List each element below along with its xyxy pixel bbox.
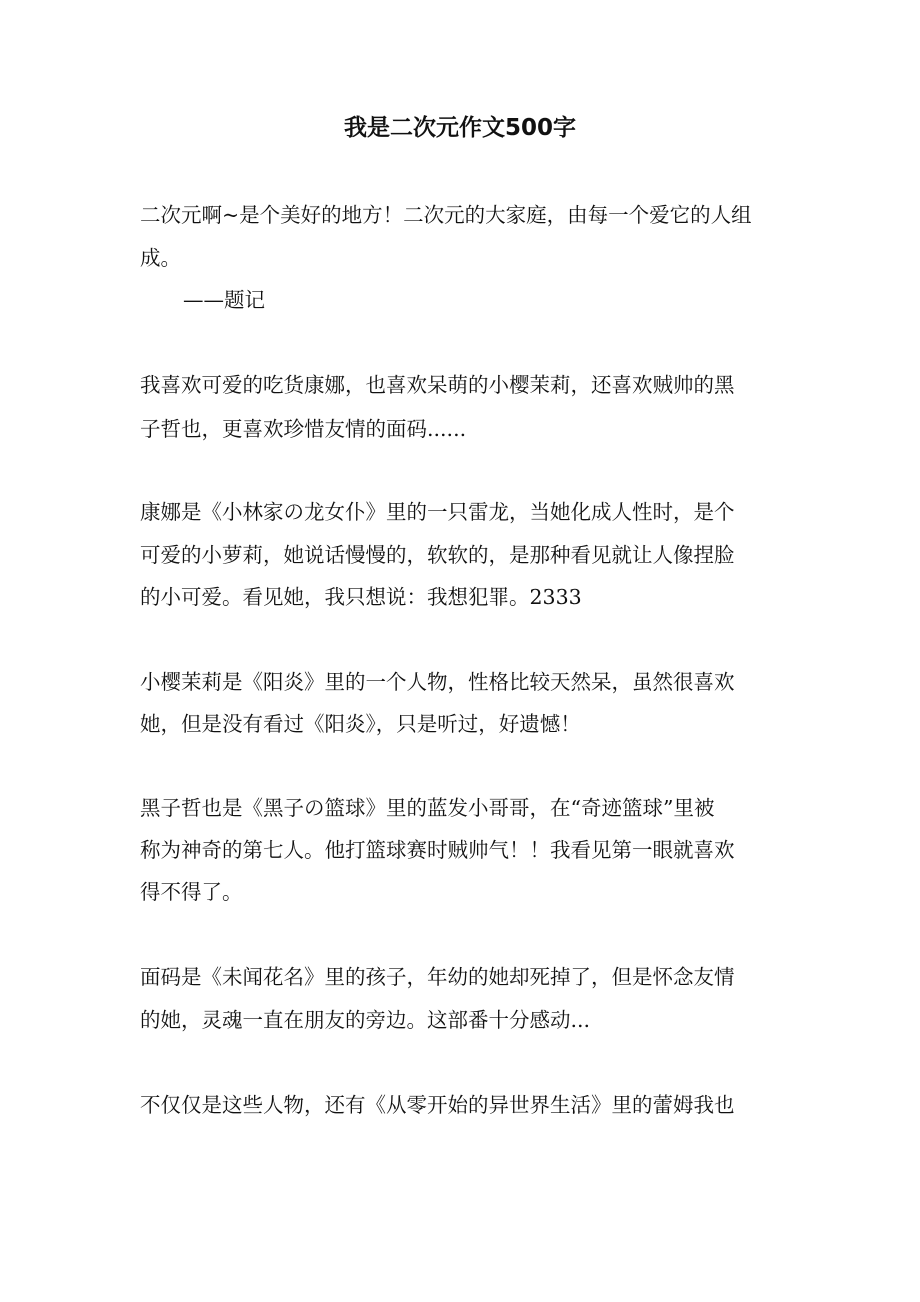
text-line: 得不得了。 xyxy=(140,880,243,904)
text-line: 我喜欢可爱的吃货康娜，也喜欢呆萌的小樱茉莉，还喜欢贼帅的黑 xyxy=(140,373,735,397)
text-line: 子哲也，更喜欢珍惜友情的面码...... xyxy=(140,417,467,441)
text-line: 成。 xyxy=(140,246,181,270)
text-line: 的小可爱。看见她，我只想说：我想犯罪。2333 xyxy=(140,585,582,609)
text-line: 可爱的小萝莉，她说话慢慢的，软软的，是那种看见就让人像捏脸 xyxy=(140,543,735,567)
document-title: 我是二次元作文500字 xyxy=(343,115,576,141)
text-line: 黑子哲也是《黑子の篮球》里的蓝发小哥哥，在“奇迹篮球”里被 xyxy=(140,796,715,820)
text-line: 不仅仅是这些人物，还有《从零开始的异世界生活》里的蕾姆我也 xyxy=(140,1093,735,1117)
text-line: 康娜是《小林家の龙女仆》里的一只雷龙，当她化成人性时，是个 xyxy=(140,500,735,524)
text-line: 的她，灵魂一直在朋友的旁边。这部番十分感动... xyxy=(140,1008,591,1032)
epigraph-signature: ——题记 xyxy=(183,288,265,312)
text-line: 面码是《未闻花名》里的孩子，年幼的她却死掉了，但是怀念友情 xyxy=(140,965,735,989)
text-line: 她，但是没有看过《阳炎》，只是听过，好遗憾！ xyxy=(140,712,581,736)
text-line: 称为神奇的第七人。他打篮球赛时贼帅气！！我看见第一眼就喜欢 xyxy=(140,838,735,862)
text-line: 二次元啊~是个美好的地方！二次元的大家庭，由每一个爱它的人组 xyxy=(140,203,752,227)
text-line: 小樱茉莉是《阳炎》里的一个人物，性格比较天然呆，虽然很喜欢 xyxy=(140,670,735,694)
